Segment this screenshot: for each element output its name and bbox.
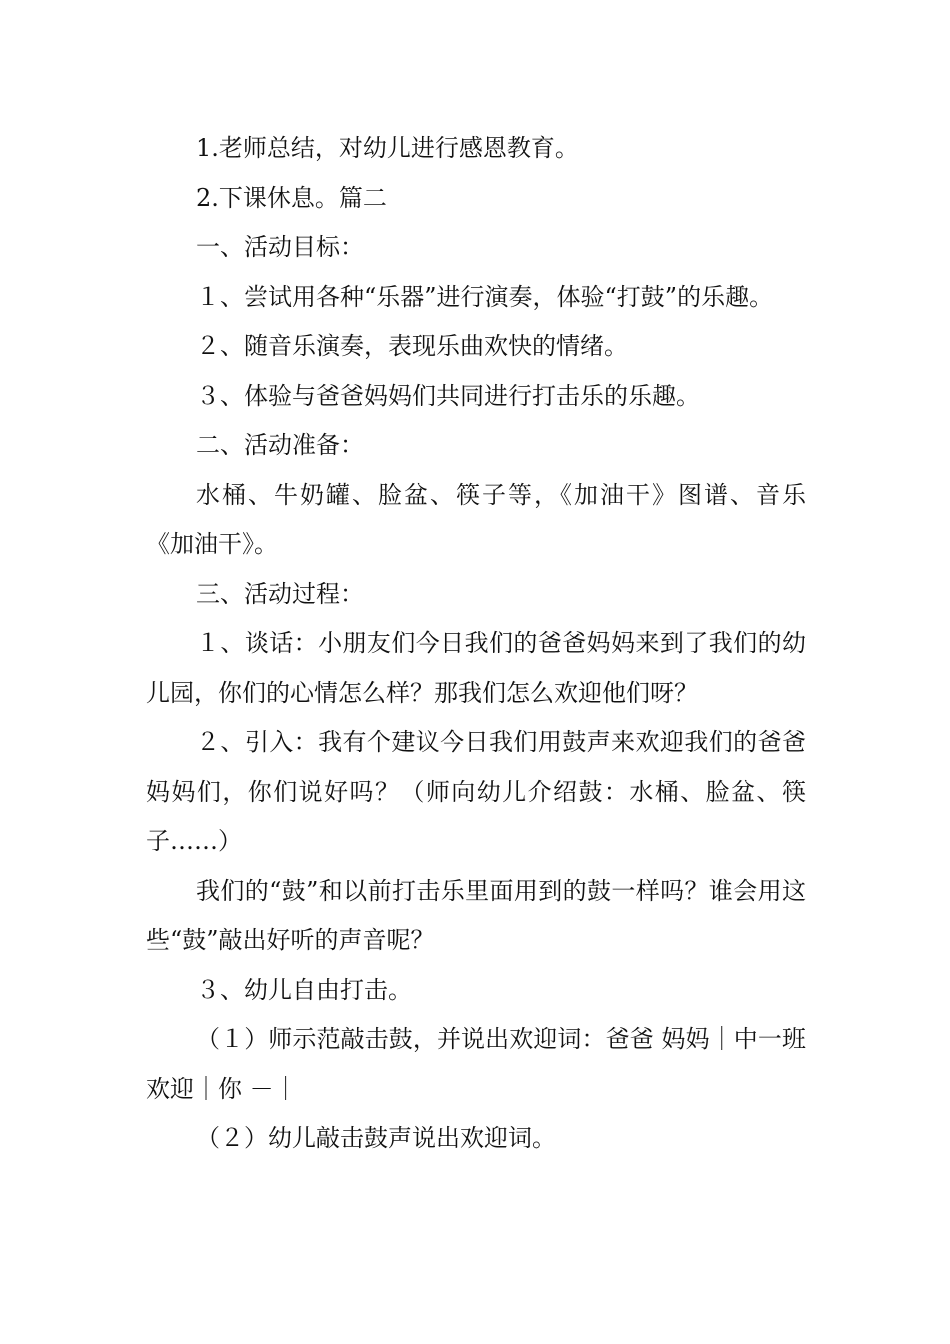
process-item-3: ３、幼儿自由打击。 bbox=[196, 975, 412, 1004]
heading-process: 三、活动过程： bbox=[196, 579, 364, 608]
process-item-2: ２、引入：我有个建议今日我们用鼓声来欢迎我们的爸爸妈妈们，你们说好吗？（师向幼儿介绍鼓：水桶、脸盆、筷子……） bbox=[146, 728, 806, 855]
process-item-1: １、谈话：小朋友们今日我们的爸爸妈妈来到了我们的幼儿园，你们的心情怎么样？那我们怎么欢迎他们呀？ bbox=[146, 629, 806, 707]
preparation-text: 水桶、牛奶罐、脸盆、筷子等，《加油干》图谱、音乐《加油干》。 bbox=[146, 480, 806, 558]
goal-item-3: ３、体验与爸爸妈妈们共同进行打击乐的乐趣。 bbox=[196, 381, 700, 410]
process-question: 我们的“鼓”和以前打击乐里面用到的鼓一样吗？谁会用这些“鼓”敲出好听的声音呢？ bbox=[146, 876, 806, 954]
goal-item-2: ２、随音乐演奏，表现乐曲欢快的情绪。 bbox=[196, 332, 628, 360]
goal-item-1: １、尝试用各种“乐器”进行演奏，体验“打鼓”的乐趣。 bbox=[196, 282, 774, 311]
heading-preparation: 二、活动准备： bbox=[196, 431, 364, 459]
document-body bbox=[146, 124, 806, 1164]
heading-goals: 一、活动目标： bbox=[196, 233, 364, 261]
paragraph-summary: 1.老师总结，对幼儿进行感恩教育。 bbox=[196, 134, 579, 162]
process-subitem-1: （１）师示范敲击鼓，并说出欢迎词：爸爸 妈妈｜中一班 欢迎｜你 －｜ bbox=[146, 1025, 806, 1103]
paragraph-break: 2.下课休息。篇二 bbox=[196, 183, 387, 212]
process-subitem-2: （２）幼儿敲击鼓声说出欢迎词。 bbox=[196, 1124, 556, 1152]
